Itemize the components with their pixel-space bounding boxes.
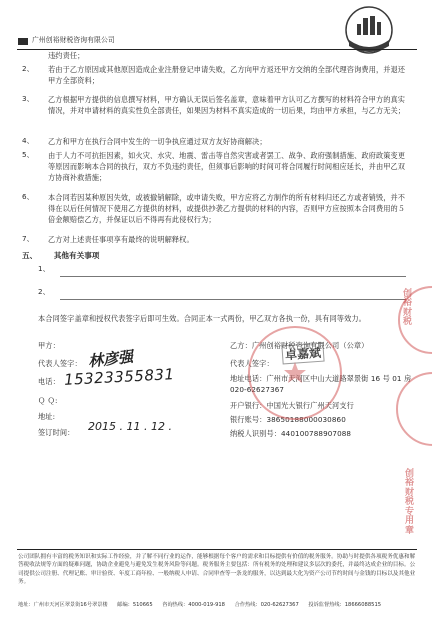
party-a-address-label: 地址: xyxy=(38,412,56,421)
company-logo xyxy=(345,6,393,54)
footer-contacts xyxy=(18,602,418,610)
section-5-heading xyxy=(22,250,99,261)
footer-phone: 咨询热线：4000-019-918 xyxy=(162,602,225,608)
footer-hotline: 投诉监督热线：18666088515 xyxy=(308,602,382,608)
logo-text: CY xyxy=(361,39,375,49)
edge-seal-text-top: 创裕财税 xyxy=(403,289,413,328)
section-5-num: 五、 xyxy=(22,251,38,260)
header-logo-mark xyxy=(18,38,28,45)
party-a-phone-label: 电话： xyxy=(38,377,60,386)
footer-address: 地址：广州市天河区翠景街16号翠景楼 xyxy=(18,602,108,608)
party-b-address: 地址电话：广州市天河区中山大道路翠景街 16 号 01 房 020-62627367 xyxy=(230,374,412,395)
party-a-phone-value: 15323355831 xyxy=(63,365,175,389)
blank-line-2[interactable] xyxy=(60,299,406,300)
party-b-rep-label: 代表人签字： xyxy=(230,359,274,368)
party-b-account: 银行账号：38650188000030860 xyxy=(230,415,346,424)
party-a-title: 甲方： xyxy=(38,341,60,350)
party-a-qq-label: Ｑ Ｑ: xyxy=(38,396,58,405)
other-item-1: 1、 xyxy=(38,264,408,278)
party-a-block xyxy=(38,340,218,460)
page-header xyxy=(18,36,218,48)
party-b-title: 乙方：广州创裕财税咨询有限公司（公章） xyxy=(230,341,369,350)
edge-seal-text-bottom: 创裕财税专用章 xyxy=(405,469,415,536)
party-b-bank: 开户银行：中国光大银行广州天河支行 xyxy=(230,401,354,410)
footer-description: 公司团队拥有丰富的税务知识和实际工作经验，并了解不同行业的运作，能够根据每个客户的需求和目标提供有价值的税务服务。协助与时提供各项税务优惠和解答税收法规等方面的疑难问题，协助企业避免与避免发生税务风险等问题。税务服务主要包括：所有税务的处理和建议多层次的委托，并最终达成企业的目标。公司提供公司注册、代理记账、审计验资、年度工商年检、一般纳税人申请、合同审查等一条龙的服务，以达到最大化为资产公司节约时间与金钱的目标以及其他业务。 xyxy=(18,554,416,586)
party-a-signature: 林彦强 xyxy=(87,347,134,371)
footer-postcode: 邮编：510665 xyxy=(117,602,153,608)
party-a-rep-label: 代表人签字： xyxy=(38,359,82,368)
other-item-2: 2、 xyxy=(38,287,408,301)
party-b-tax-id: 纳税人识别号：440100788907088 xyxy=(230,429,352,438)
clause-continued: 违约责任； xyxy=(48,51,85,60)
blank-line-1[interactable] xyxy=(60,276,406,277)
effect-text: 本合同签字盖章和授权代表签字后即可生效。合同正本一式两份，甲乙双方各执一份，具有同等效力。 xyxy=(38,314,366,323)
footer-rule xyxy=(17,549,417,550)
header-company: 广州创裕财税咨询有限公司 xyxy=(32,36,115,44)
party-b-signature: 卓嘉斌 xyxy=(281,343,324,365)
party-a-date-value: 2015 . 11 . 12 . xyxy=(88,420,172,433)
party-a-date-label: 签订时间： xyxy=(38,428,75,437)
section-5-title: 其他有关事项 xyxy=(53,251,100,260)
company-seal xyxy=(248,326,342,420)
footer-fax: 合作热线：020-62627367 xyxy=(234,602,299,608)
